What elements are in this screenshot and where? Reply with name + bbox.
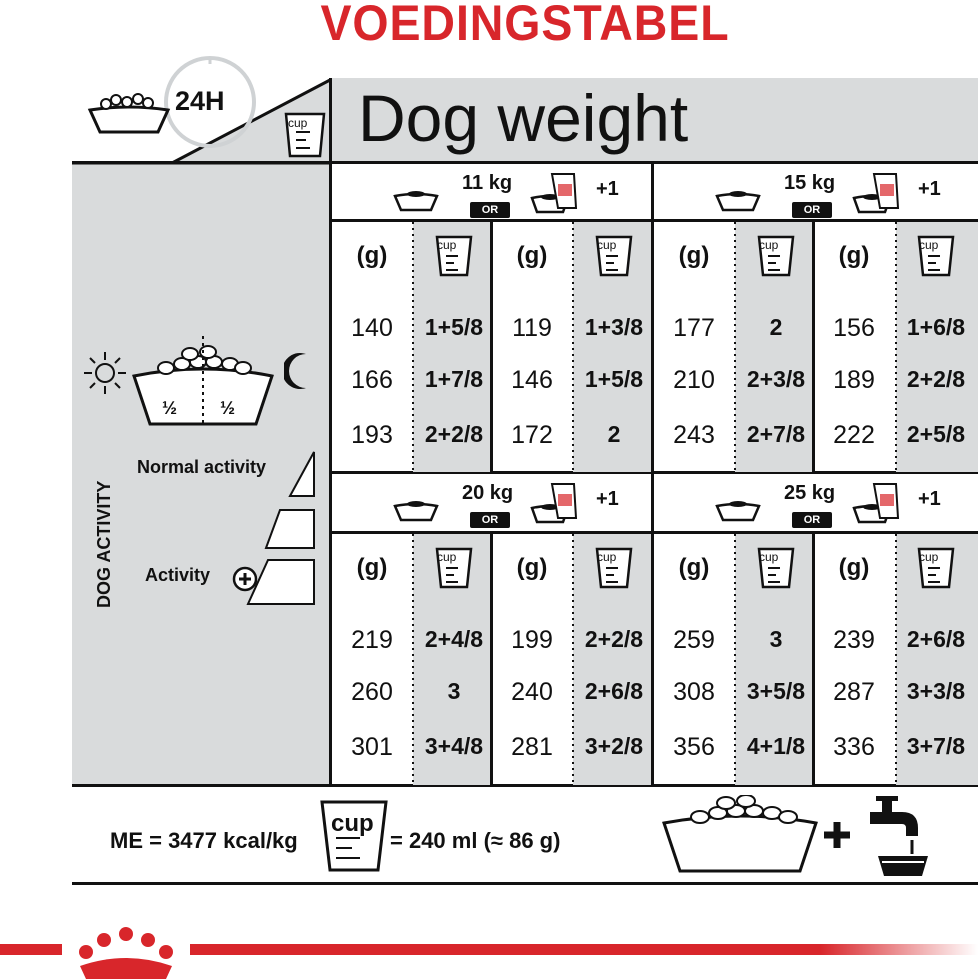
or-badge: OR [792,202,832,218]
weight-label: 15 kg [784,172,836,194]
normal-activity-label: Normal activity [137,457,267,477]
plus-one-label: +1 [918,488,941,510]
wet-food-pouch-icon [850,480,902,524]
plus-circle-icon [231,565,259,593]
grams-value: 172 [511,421,553,449]
grams-value: 287 [833,678,875,706]
plus-one-label: +1 [918,178,941,200]
cups-value: 1+5/8 [584,366,644,392]
cups-value: 2+6/8 [584,678,644,704]
wet-food-pouch-icon [528,170,580,214]
grams-header: (g) [838,242,870,269]
cup-header-label: cup [919,238,939,252]
weight-label: 25 kg [784,482,836,504]
weight-label: 20 kg [462,482,514,504]
cups-value: 3+2/8 [584,733,644,759]
cup-header-label: cup [597,550,617,564]
grams-header: (g) [678,554,710,581]
grams-value: 210 [673,366,715,394]
dry-food-bowl-icon [660,795,820,875]
split-bowl-icon [128,334,278,430]
cups-value: 2+2/8 [424,421,484,447]
grams-value: 199 [511,626,553,654]
cups-value: 3+5/8 [746,678,806,704]
grams-value: 260 [351,678,393,706]
cups-value: 2+5/8 [906,421,966,447]
cup-label: cup [331,810,374,837]
dry-food-bowl-icon [392,496,440,522]
grams-value: 177 [673,314,715,342]
dog-activity-label: DOG ACTIVITY [94,480,114,608]
cups-value: 2+6/8 [906,626,966,652]
or-badge: OR [792,512,832,528]
cups-value: 3 [769,626,783,652]
grams-value: 336 [833,733,875,761]
grams-header: (g) [838,554,870,581]
activity-plus-label: Activity [145,565,211,585]
half-left-label: ½ [162,398,178,418]
half-right-label: ½ [220,398,236,418]
grams-header: (g) [516,242,548,269]
grams-value: 189 [833,366,875,394]
cups-value: 1+5/8 [424,314,484,340]
cup-header-label: cup [597,238,617,252]
dry-food-bowl-icon [392,186,440,212]
grams-value: 240 [511,678,553,706]
sun-icon [82,350,128,396]
grams-value: 301 [351,733,393,761]
grams-value: 219 [351,626,393,654]
grams-value: 281 [511,733,553,761]
grams-value: 308 [673,678,715,706]
cups-value: 2+7/8 [746,421,806,447]
cups-value: 2 [769,314,783,340]
cups-value: 1+6/8 [906,314,966,340]
cups-value: 2+2/8 [584,626,644,652]
cup-icon-label: cup [288,116,308,130]
grams-value: 156 [833,314,875,342]
grams-header: (g) [356,554,388,581]
grams-value: 239 [833,626,875,654]
metabolizable-energy: ME = 3477 kcal/kg [110,828,298,853]
cups-value: 3+3/8 [906,678,966,704]
cup-header-label: cup [759,550,779,564]
grams-value: 243 [673,421,715,449]
wet-food-pouch-icon [850,170,902,214]
cup-header-label: cup [759,238,779,252]
or-badge: OR [470,202,510,218]
dry-food-bowl-icon [86,88,172,136]
dry-food-bowl-icon [714,186,762,212]
cups-value: 2+3/8 [746,366,806,392]
water-tap-icon [862,792,934,880]
cup-volume: = 240 ml (≈ 86 g) [390,828,561,853]
grams-value: 356 [673,733,715,761]
daily-label: 24H [175,86,225,116]
cups-value: 4+1/8 [746,733,806,759]
grams-header: (g) [516,554,548,581]
cup-header-label: cup [437,550,457,564]
wet-food-pouch-icon [528,480,580,524]
cups-value: 3+4/8 [424,733,484,759]
grams-value: 119 [512,314,552,342]
cups-value: 1+3/8 [584,314,644,340]
weight-label: 11 kg [462,172,513,194]
grams-value: 166 [351,366,393,394]
page-title: VOEDINGSTABEL [320,0,730,51]
table-top-border [72,161,978,164]
footer-bottom-border [72,882,978,885]
cup-header-label: cup [919,550,939,564]
cups-value: 1+7/8 [424,366,484,392]
grams-value: 193 [351,421,393,449]
grams-header: (g) [356,242,388,269]
cups-value: 3 [447,678,461,704]
grams-value: 259 [673,626,715,654]
cup-header-label: cup [437,238,457,252]
plus-one-label: +1 [596,178,619,200]
grams-value: 140 [351,314,393,342]
cups-value: 2 [607,421,621,447]
plus-icon [822,820,852,850]
dry-food-bowl-icon [714,496,762,522]
moon-icon [284,350,314,392]
royal-canin-crown-logo [66,922,186,979]
or-badge: OR [470,512,510,528]
grams-value: 222 [833,421,875,449]
grams-value: 146 [511,366,553,394]
cups-value: 2+2/8 [906,366,966,392]
grams-header: (g) [678,242,710,269]
cups-value: 2+4/8 [424,626,484,652]
dog-weight-title: Dog weight [358,81,689,155]
plus-one-label: +1 [596,488,619,510]
cups-value: 3+7/8 [906,733,966,759]
